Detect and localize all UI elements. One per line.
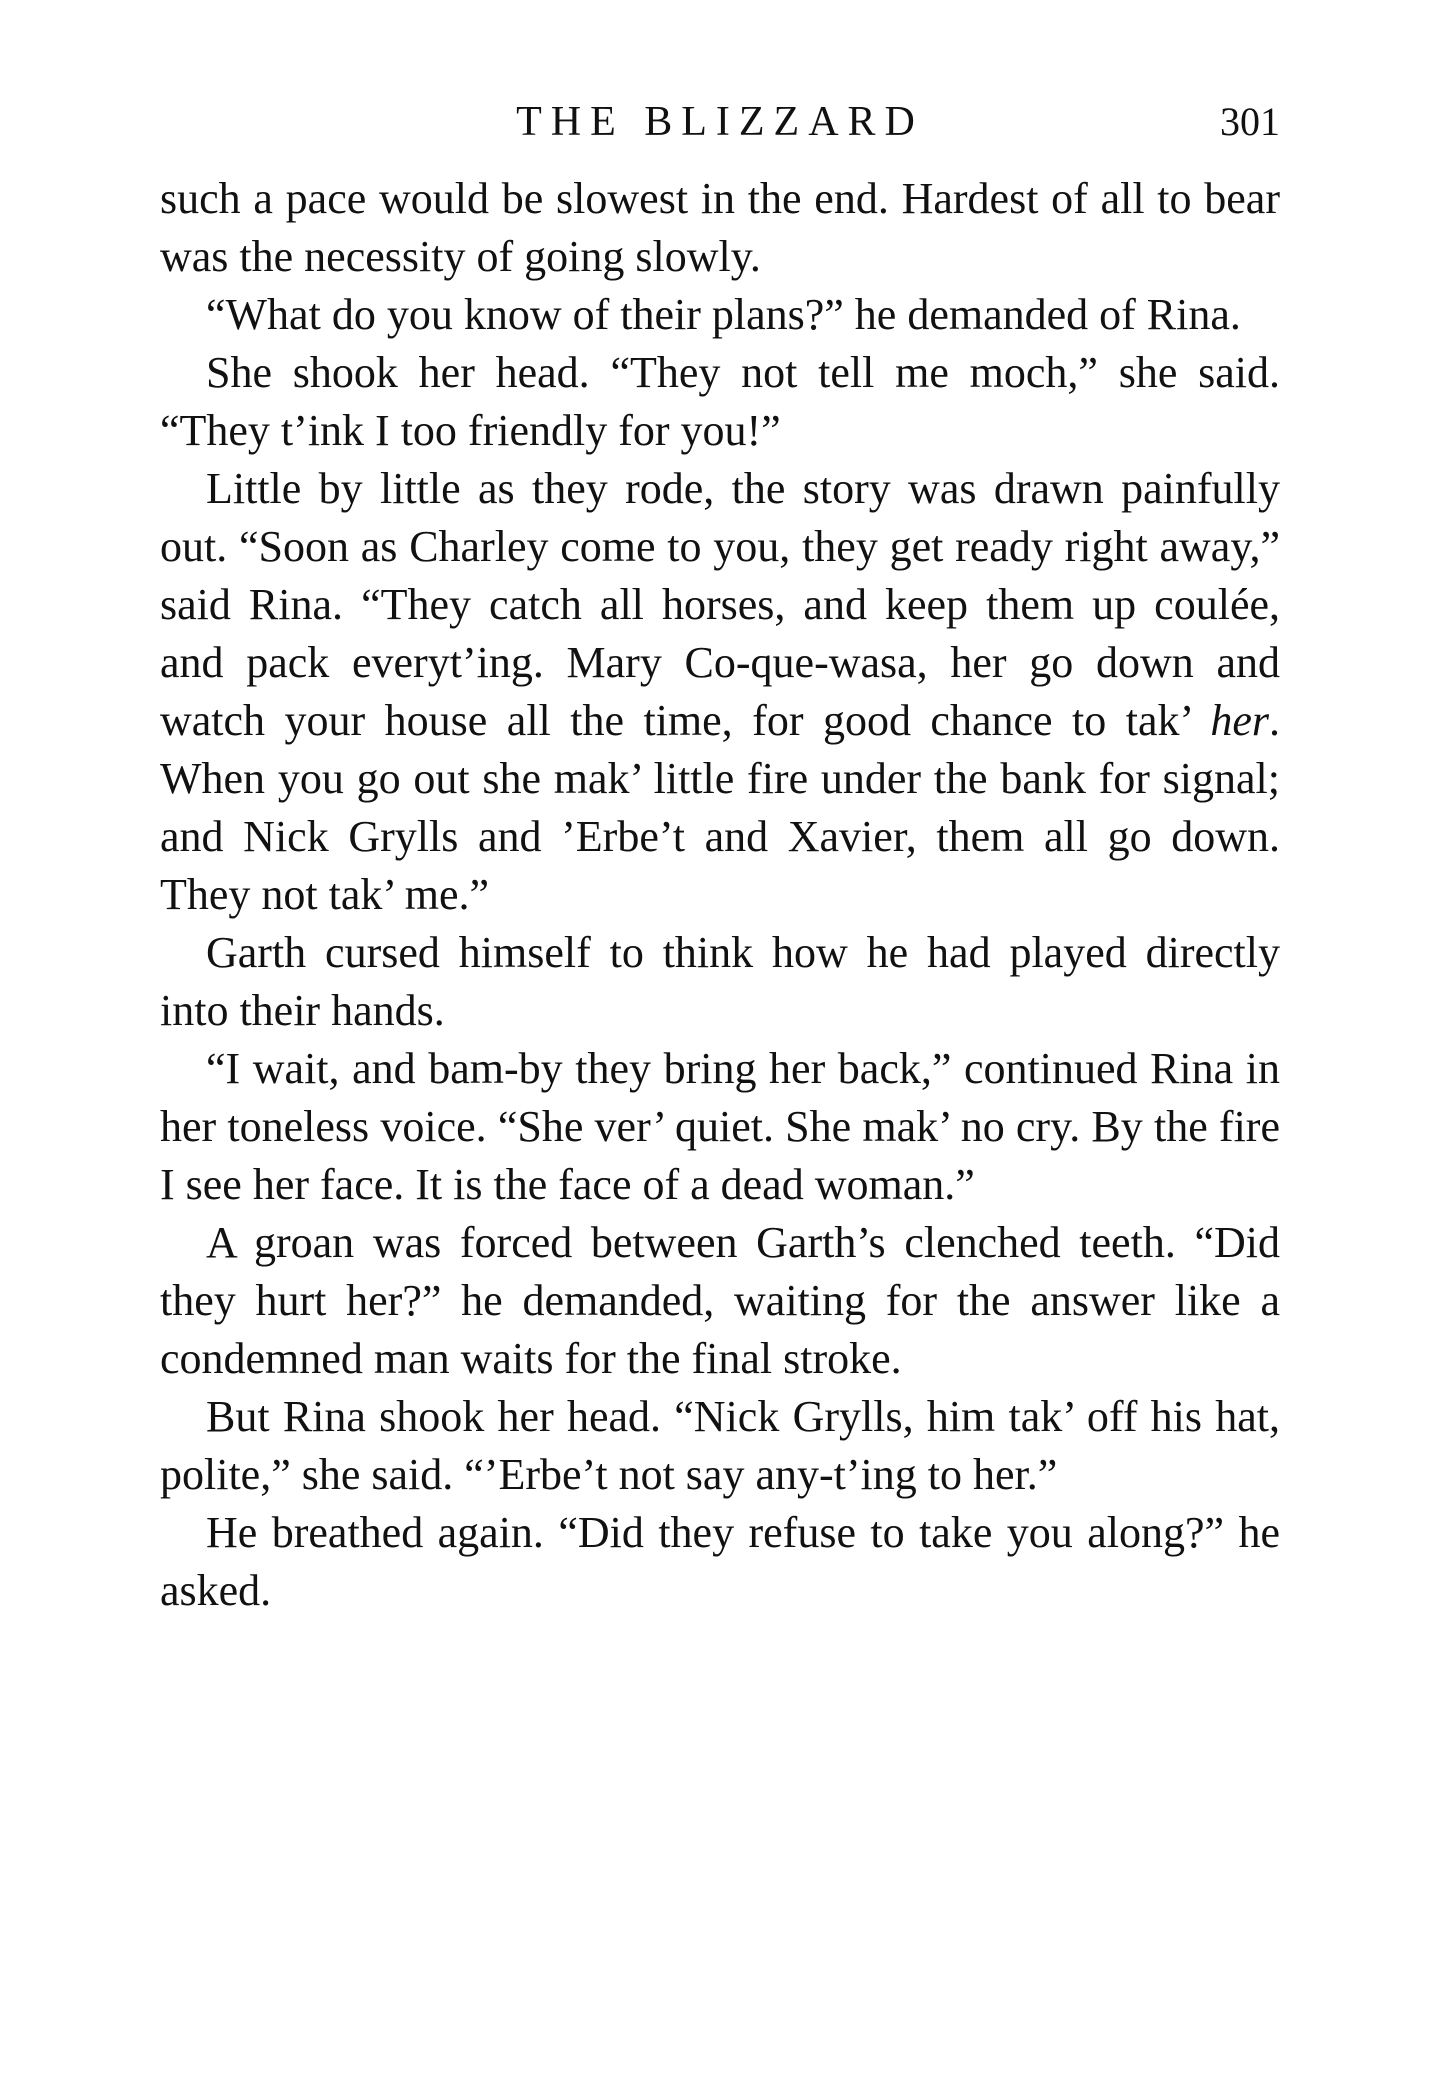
- running-title: THE BLIZZARD: [516, 99, 924, 145]
- paragraph: Garth cursed himself to think how he had played directly into their hands.: [160, 928, 1280, 1035]
- paragraph: such a pace would be slowest in the end. Hardest of all to bear was the necessity of going slowly.: [160, 174, 1280, 281]
- paragraph: [160, 460, 1280, 924]
- paragraph: He breathed again. “Did they refuse to take you along?” he asked.: [160, 1508, 1280, 1615]
- paragraph: But Rina shook her head. “Nick Grylls, him tak’ off his hat, polite,” she said. “’Erbe’t not say any-t’ing to her.”: [160, 1392, 1280, 1499]
- text-body: [160, 170, 1280, 1620]
- paragraph-text-continued: . When you go out she mak’ little fire under the bank for signal; and Nick Grylls and ’Erbe’t and Xavier, them all go down. They not tak’ me.”: [160, 696, 1280, 919]
- emphasized-word: her: [1210, 696, 1269, 745]
- paragraph: She shook her head. “They not tell me moch,” she said. “They t’ink I too friendly for you!”: [160, 348, 1280, 455]
- running-head: [160, 92, 1280, 152]
- paragraph: “I wait, and bam-by they bring her back,” continued Rina in her toneless voice. “She ver’ quiet. She mak’ no cry. By the fire I see her face. It is the face of a dead woman.”: [160, 1044, 1280, 1209]
- page-number: 301: [1220, 99, 1280, 144]
- paragraph: “What do you know of their plans?” he demanded of Rina.: [206, 290, 1241, 339]
- paragraph: A groan was forced between Garth’s clenched teeth. “Did they hurt her?” he demanded, waiting for the answer like a condemned man waits for the final stroke.: [160, 1218, 1280, 1383]
- paragraph-text: Little by little as they rode, the story was drawn painfully out. “Soon as Charley come to you, they get ready right away,” said Rina. “They catch all horses, and keep them up coulée, and pack everyt’ing. Mary Co-que-wasa, her go down and watch your house all the time, for good chance to tak’: [160, 464, 1280, 745]
